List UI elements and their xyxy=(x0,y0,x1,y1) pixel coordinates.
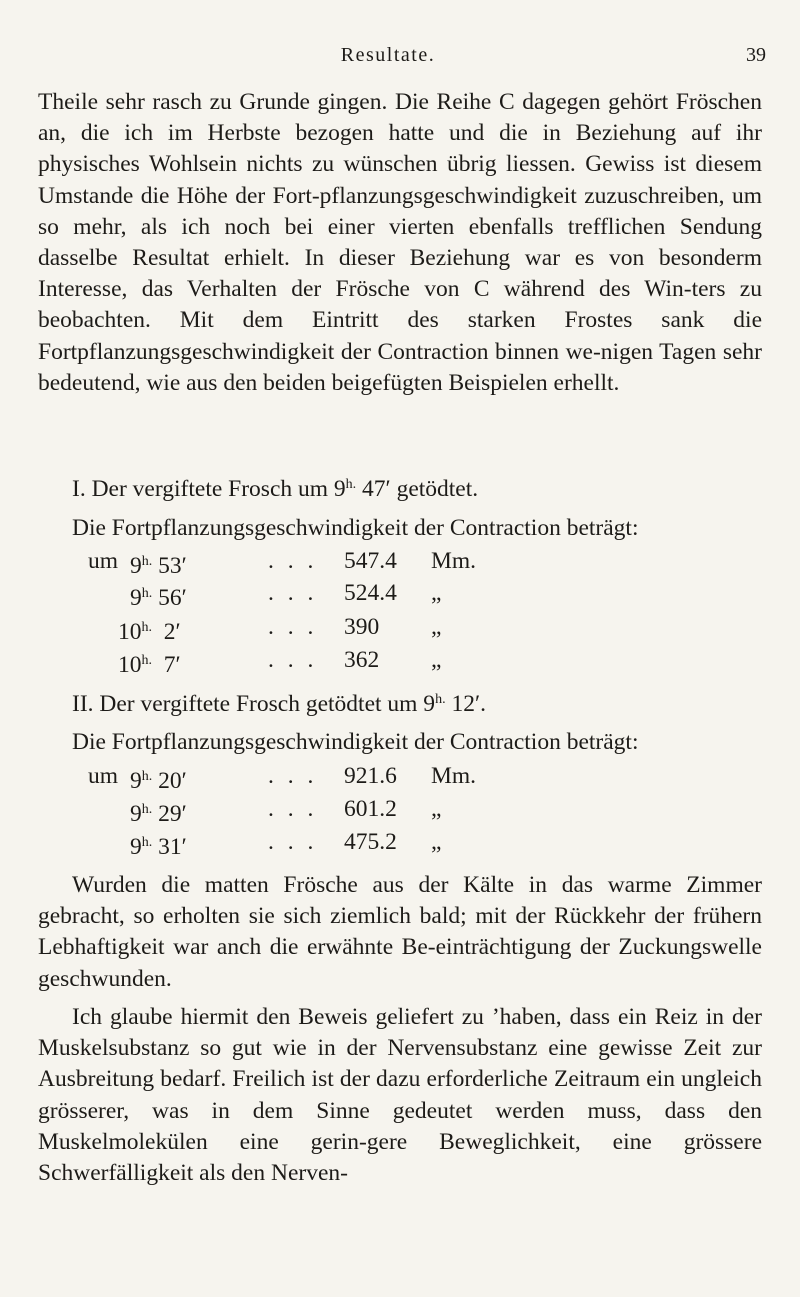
leader-dots: . . . xyxy=(268,763,318,789)
experiment-2-intro: Die Fortpflanzungsgeschwindigkeit der Contraction beträgt: xyxy=(72,729,639,755)
row-minute: 29′ xyxy=(152,801,187,827)
row-unit: Mm. xyxy=(431,548,477,574)
row-value: 921.6 xyxy=(344,763,397,789)
row-time xyxy=(118,612,181,648)
hour-mark: h. xyxy=(141,620,152,635)
hour-mark: h. xyxy=(141,554,153,569)
table-row xyxy=(88,761,688,792)
row-prefix: um xyxy=(88,763,119,789)
hour-mark: h. xyxy=(435,692,446,707)
row-prefix: um xyxy=(88,548,119,574)
row-time xyxy=(130,761,187,797)
running-head: Resultate. xyxy=(340,44,436,66)
row-time xyxy=(130,578,187,614)
experiment-1-heading-end: 47′ getödtet. xyxy=(356,476,479,502)
leader-dots: . . . xyxy=(268,829,318,855)
row-hour: 9 xyxy=(130,585,142,611)
row-value: 390 xyxy=(344,614,380,640)
row-minute: 31′ xyxy=(152,834,187,860)
leader-dots: . . . xyxy=(268,580,318,606)
table-row xyxy=(88,645,688,676)
hour-mark: h. xyxy=(345,477,357,492)
row-hour: 9 xyxy=(130,553,142,579)
experiment-1-intro: Die Fortpflanzungsgeschwindigkeit der Contraction beträgt: xyxy=(72,515,639,541)
leader-dots: . . . xyxy=(268,548,318,574)
row-time xyxy=(130,546,187,582)
experiment-2-heading-end: 12′. xyxy=(445,691,486,717)
table-row xyxy=(88,546,688,577)
experiment-1-heading-text: I. Der vergiftete Frosch um 9 xyxy=(72,476,346,502)
table-row xyxy=(88,827,688,858)
experiment-1-heading xyxy=(72,474,478,505)
row-value: 601.2 xyxy=(344,796,397,822)
row-hour: 9 xyxy=(130,768,142,794)
experiment-2-heading-text: II. Der vergiftete Frosch getödtet um 9 xyxy=(72,691,436,717)
page-number: 39 xyxy=(746,44,766,66)
row-time xyxy=(118,645,181,681)
row-hour: 9 xyxy=(130,834,142,860)
row-unit: „ xyxy=(431,580,442,606)
table-row xyxy=(88,612,688,643)
hour-mark: h. xyxy=(141,653,152,668)
row-time xyxy=(130,827,187,863)
row-unit: Mm. xyxy=(431,763,477,789)
row-minute: 56′ xyxy=(152,585,187,611)
row-time xyxy=(130,794,187,830)
row-unit: „ xyxy=(431,647,442,673)
hour-mark: h. xyxy=(141,835,153,850)
table-row xyxy=(88,794,688,825)
row-value: 524.4 xyxy=(344,580,397,606)
table-row xyxy=(88,578,688,609)
row-hour: 10 xyxy=(118,619,142,645)
experiment-2-heading xyxy=(72,689,486,720)
row-value: 547.4 xyxy=(344,548,397,574)
hour-mark: h. xyxy=(141,586,153,601)
leader-dots: . . . xyxy=(268,796,318,822)
row-hour: 10 xyxy=(118,652,142,678)
leader-dots: . . . xyxy=(268,647,318,673)
row-value: 362 xyxy=(344,647,380,673)
row-minute: 53′ xyxy=(152,553,187,579)
row-unit: „ xyxy=(431,829,442,855)
paragraph-1: Theile sehr rasch zu Grunde gingen. Die Reihe C dagegen gehört Fröschen an, die ich im Herbste bezogen hatte und die in Beziehung auf ihr physisches Wohlsein nichts zu wünschen übrig liessen. Gewiss ist diesem Umstande die Höhe der Fort-pflanzungsgeschwindigkeit zuzuschreiben, um so mehr, als ich noch bei einer vierten ebenfalls trefflichen Sendung dasselbe Resultat erhielt. In dieser Beziehung war es von besonderm Interesse, das Verhalten der Frösche von C während des Win-ters zu beobachten. Mit dem Eintritt des starken Frostes sank die Fortpflanzungsgeschwindigkeit der Contraction binnen we-nigen Tagen sehr bedeutend, wie aus den beiden beigefügten Beispielen erhellt. xyxy=(38,89,762,396)
row-unit: „ xyxy=(431,796,442,822)
hour-mark: h. xyxy=(141,769,153,784)
page-header xyxy=(0,44,800,74)
hour-mark: h. xyxy=(141,802,153,817)
row-minute: 7′ xyxy=(152,652,181,678)
paragraph-2: Wurden die matten Frösche aus der Kälte in das warme Zimmer gebracht, so erholten sie sich ziemlich bald; mit der Rückkehr der frühern Lebhaftigkeit war anch die erwähnte Be-einträchtigung der Zuckungswelle geschwunden. xyxy=(38,872,762,992)
leader-dots: . . . xyxy=(268,614,318,640)
paragraph-3: Ich glaube hiermit den Beweis geliefert zu ’haben, dass ein Reiz in der Muskelsubstanz so gut wie in der Nervensubstanz eine gewisse Zeit zur Ausbreitung bedarf. Freilich ist der dazu erforderliche Zeitraum ein ungleich grösserer, was in dem Sinne gedeutet werden muss, dass den Muskelmolekülen eine gerin-gere Beweglichkeit, eine grössere Schwerfälligkeit als den Nerven- xyxy=(38,1004,762,1187)
row-minute: 2′ xyxy=(152,619,181,645)
row-value: 475.2 xyxy=(344,829,397,855)
row-hour: 9 xyxy=(130,801,142,827)
row-unit: „ xyxy=(431,614,442,640)
row-minute: 20′ xyxy=(152,768,187,794)
